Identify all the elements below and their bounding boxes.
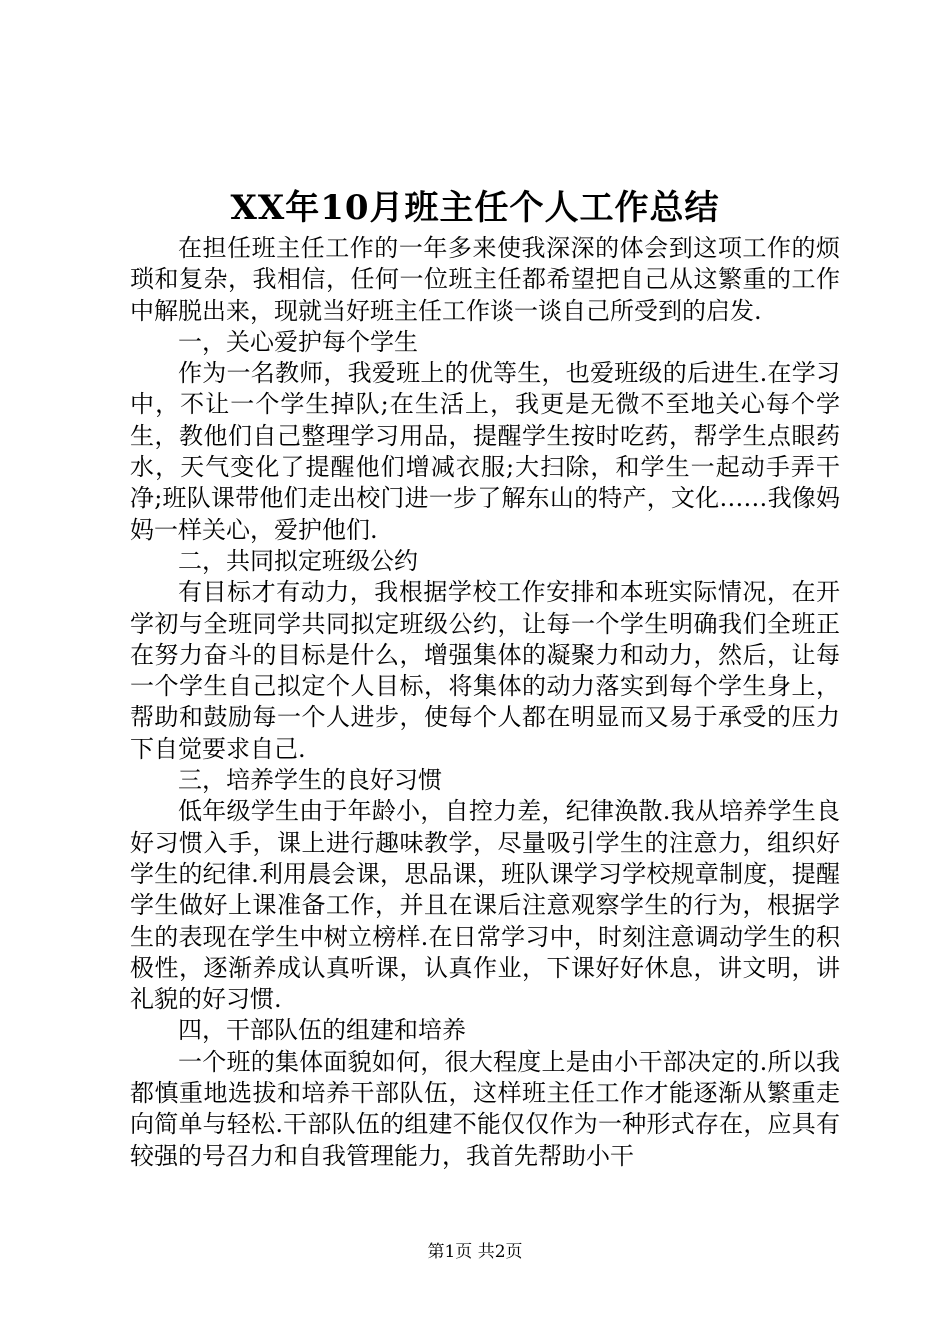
section-paragraph-2: 有目标才有动力，我根据学校工作安排和本班实际情况，在开学初与全班同学共同拟定班级公约，让每一个学生明确我们全班正在努力奋斗的目标是什么，增强集体的凝聚力和动力，然后，让每一个学生自己拟定个人目标，将集体的动力落实到每个学生身上，帮助和鼓励每一个人进步，使每个人都在明显而又易于承受的压力下自觉要求自己. xyxy=(130,578,840,763)
section-heading-3: 三，培养学生的良好习惯 xyxy=(178,766,442,795)
page-footer: 第1页 共2页 xyxy=(427,1242,523,1262)
intro-paragraph: 在担任班主任工作的一年多来使我深深的体会到这项工作的烦琐和复杂，我相信，任何一位班主任都希望把自己从这繁重的工作中解脱出来，现就当好班主任工作谈一谈自己所受到的启发. xyxy=(130,234,840,325)
section-paragraph-4: 一个班的集体面貌如何，很大程度上是由小干部决定的.所以我都慎重地选拔和培养干部队伍，这样班主任工作才能逐渐从繁重走向简单与轻松.干部队伍的组建不能仅仅作为一种形式存在，应具有较强的号召力和自我管理能力，我首先帮助小干 xyxy=(130,1047,840,1170)
section-paragraph-1: 作为一名教师，我爱班上的优等生，也爱班级的后进生.在学习中，不让一个学生掉队;在生活上，我更是无微不至地关心每个学生，教他们自己整理学习用品，提醒学生按时吃药，帮学生点眼药水，天气变化了提醒他们增减衣服;大扫除，和学生一起动手弄干净;班队课带他们走出校门进一步了解东山的特产，文化……我像妈妈一样关心，爱护他们. xyxy=(130,359,840,544)
section-heading-1: 一，关心爱护每个学生 xyxy=(178,327,418,356)
document-title: XX年10月班主任个人工作总结 xyxy=(230,188,720,228)
document-body xyxy=(130,233,840,1172)
section-heading-4: 四，干部队伍的组建和培养 xyxy=(178,1016,466,1045)
section-paragraph-3: 低年级学生由于年龄小，自控力差，纪律涣散.我从培养学生良好习惯入手，课上进行趣味教学，尽量吸引学生的注意力，组织好学生的纪律.利用晨会课，思品课，班队课学习学校规章制度，提醒学生做好上课准备工作，并且在课后注意观察学生的行为，根据学生的表现在学生中树立榜样.在日常学习中，时刻注意调动学生的积极性，逐渐养成认真听课，认真作业，下课好好休息，讲文明，讲礼貌的好习惯. xyxy=(130,797,840,1014)
section-heading-2: 二，共同拟定班级公约 xyxy=(178,546,418,575)
